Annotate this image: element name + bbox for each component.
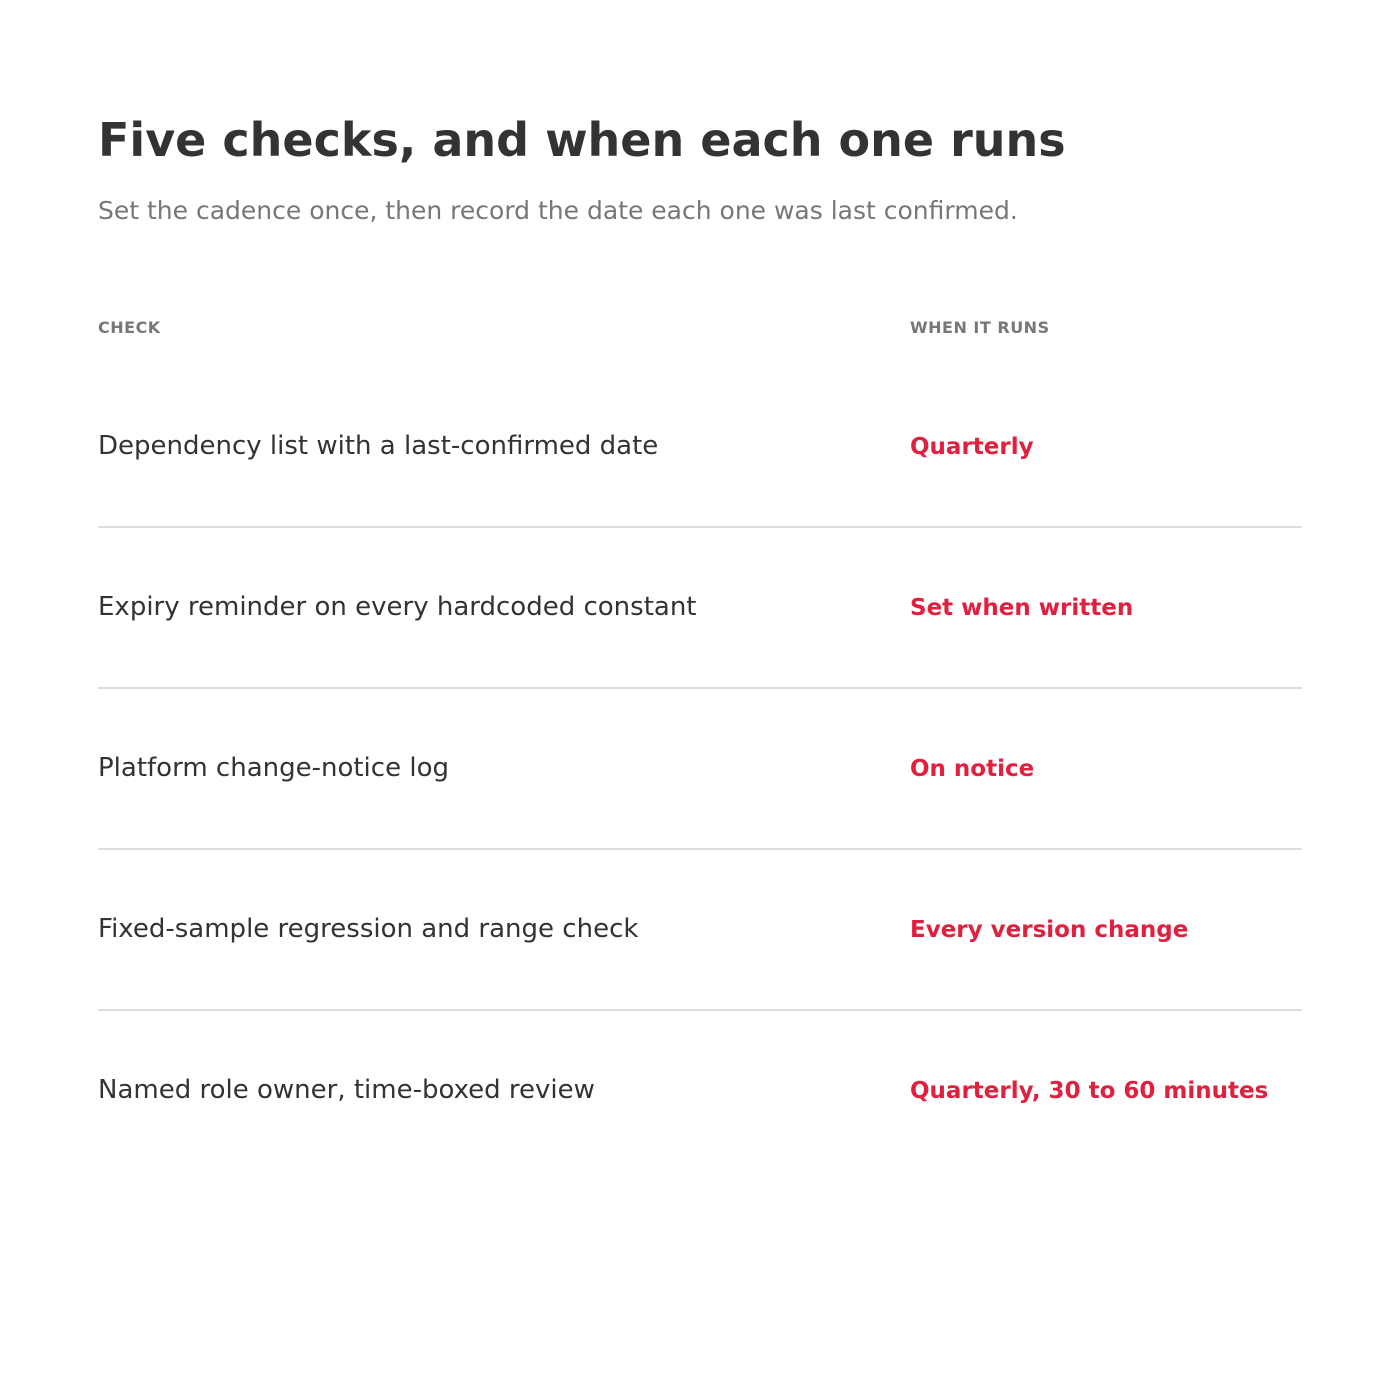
column-header-when: WHEN IT RUNS xyxy=(910,318,1050,337)
check-cadence: Set when written xyxy=(910,595,1134,621)
check-cadence: Quarterly, 30 to 60 minutes xyxy=(910,1078,1269,1104)
check-name: Named role owner, time-boxed review xyxy=(98,1075,595,1105)
check-name: Fixed-sample regression and range check xyxy=(98,914,639,944)
column-header-check: CHECK xyxy=(98,318,161,337)
check-cadence: Every version change xyxy=(910,917,1189,943)
page-subtitle: Set the cadence once, then record the date each one was last confirmed. xyxy=(98,196,1018,225)
check-name: Dependency list with a last-confirmed date xyxy=(98,431,659,461)
table-row xyxy=(98,528,1302,689)
table-row xyxy=(98,850,1302,1011)
check-cadence: Quarterly xyxy=(910,434,1034,460)
table-body xyxy=(98,367,1302,1172)
check-name: Platform change-notice log xyxy=(98,753,449,783)
table-header xyxy=(98,300,1302,356)
table-row xyxy=(98,1011,1302,1172)
table-row xyxy=(98,689,1302,850)
checks-table xyxy=(98,300,1302,1105)
table-row xyxy=(98,367,1302,528)
check-name: Expiry reminder on every hardcoded constant xyxy=(98,592,697,622)
page-title: Five checks, and when each one runs xyxy=(98,113,1066,167)
check-cadence: On notice xyxy=(910,756,1035,782)
